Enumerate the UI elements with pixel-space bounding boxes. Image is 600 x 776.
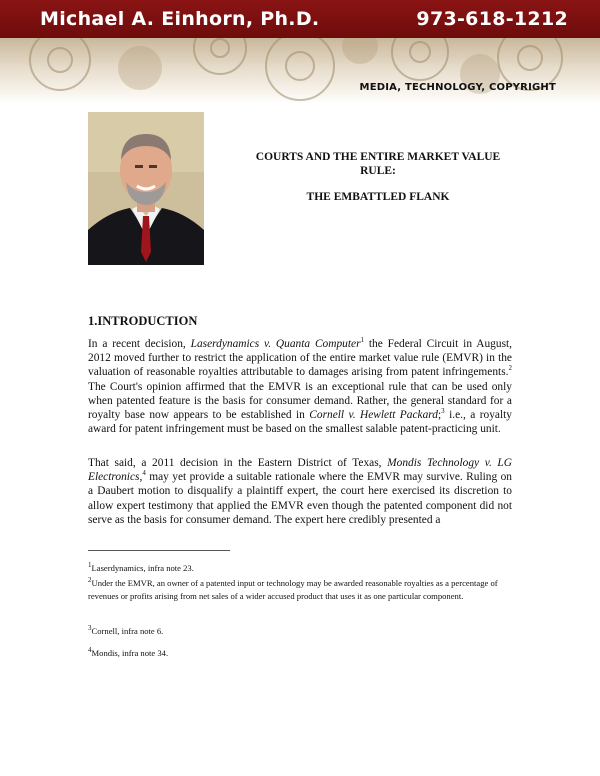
paragraph-1-text-1: In a recent decision, (88, 338, 191, 350)
footnote-2-text: Under the EMVR, an owner of a patented input or technology may be awarded reasonable royalties as a percentage of revenues or profits arising from net sales of a wider accused product that uses it as one particular component. (88, 578, 498, 601)
gears-decoration-icon (0, 38, 600, 104)
footnote-ref-3[interactable]: 3 (441, 407, 445, 416)
phone-number: 973-618-1212 (416, 8, 568, 30)
author-portrait (88, 112, 204, 265)
footnote-divider (88, 550, 230, 551)
footnote-ref-2[interactable]: 2 (508, 364, 512, 373)
case-name-laserdynamics: Laserdynamics v. Quanta Computer (190, 338, 361, 350)
tagline: MEDIA, TECHNOLOGY, COPYRIGHT (359, 82, 556, 93)
title-line-1: COURTS AND THE ENTIRE MARKET VALUE RULE: (255, 151, 501, 177)
footnote-4 (88, 647, 520, 660)
case-name-mondis: Mondis Technology v. LG Electronics (88, 457, 512, 484)
footnote-ref-4[interactable]: 4 (142, 469, 146, 478)
footnote-1-text: Laserdynamics, infra note 23. (91, 563, 194, 573)
footnote-3 (88, 625, 520, 638)
footnote-1 (88, 562, 520, 575)
footnote-ref-1[interactable]: 1 (360, 336, 365, 345)
paragraph-1-text-2: the Federal Circuit in August, 2012 moved further to restrict the application of the entire market value rule (EMVR) in the valuation of reasonable royalties attributable to damages arising from patent infringements. (88, 338, 513, 379)
paragraph-1-text-3: The Court's opinion affirmed that the EMVR is an exceptional rule that can be used only when patented feature is the basis for consumer demand. Rather, the general standard for a royalty base now appears to be established in (88, 380, 512, 422)
footnote-4-number: 4 (88, 646, 92, 655)
paragraph-2-text-1: That said, a 2011 decision in the Eastern District of Texas, (88, 457, 388, 469)
footnote-3-number: 3 (88, 624, 92, 633)
footnote-3-text: Cornell, infra note 6. (91, 626, 164, 636)
paragraph-1 (88, 337, 512, 436)
paragraph-1-semicolon: ; (437, 409, 442, 422)
section-heading: 1.INTRODUCTION (88, 314, 198, 328)
footnote-1-number: 1 (88, 561, 92, 570)
case-name-cornell: Cornell v. Hewlett Packard (309, 409, 438, 422)
gear-banner (0, 38, 600, 104)
footnote-4-text: Mondis, infra note 34. (91, 648, 169, 658)
author-name: Michael A. Einhorn, Ph.D. (40, 8, 320, 30)
paragraph-2-comma: , (139, 471, 143, 484)
footnote-2 (88, 577, 520, 603)
paragraph-1-text-4: i.e., a royalty award for patent infringement must be based on the smallest salable patent-practicing unit. (88, 409, 512, 436)
footnote-2-number: 2 (88, 576, 92, 585)
paragraph-2 (88, 456, 512, 527)
header-bar (0, 0, 600, 38)
paragraph-2-text-2: may yet provide a suitable rationale where the EMVR may survive. Ruling on a Daubert motion to disqualify a plaintiff expert, the court here exercised its discretion to allow expert testimony that applied the EMVR even though the patented component did not serve as the basis for consumer demand. The expert here credibly presented a (88, 471, 512, 526)
title-line-2: THE EMBATTLED FLANK (306, 191, 450, 203)
article-title (240, 150, 516, 204)
